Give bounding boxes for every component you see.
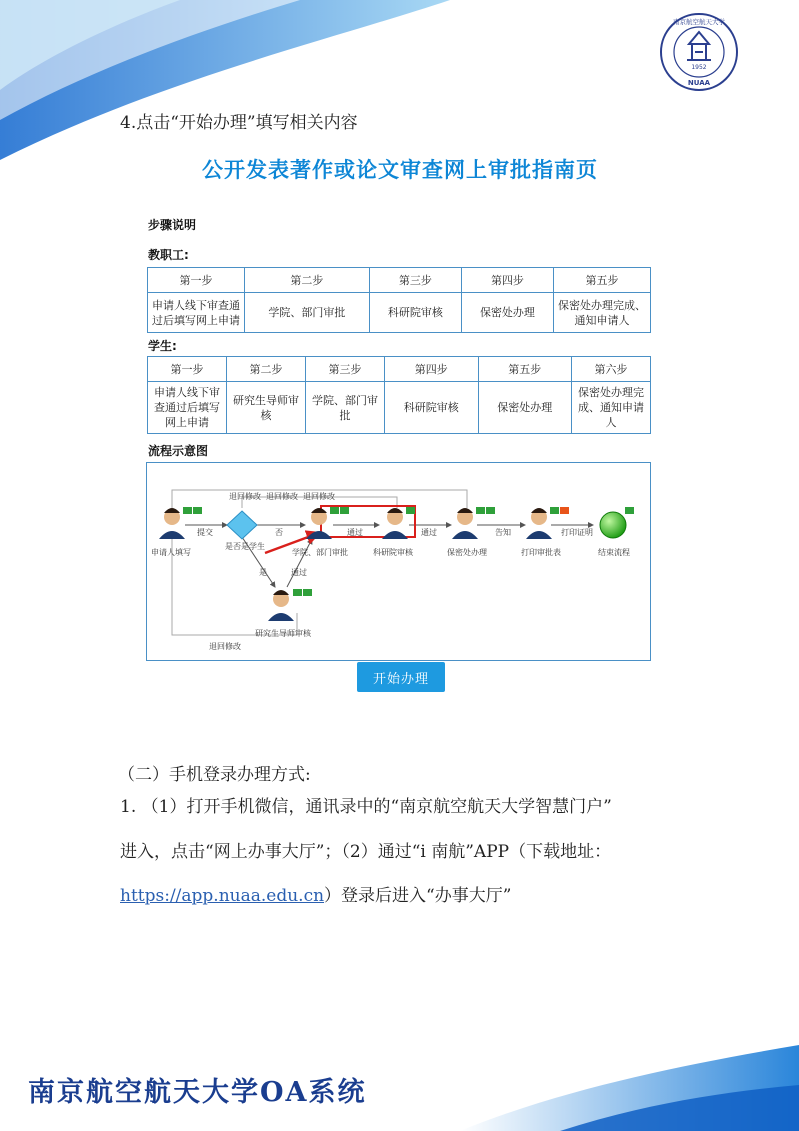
student-label: 学生: [148,339,177,353]
flow-label: 流程示意图 [148,444,209,458]
paragraph-line: 1. （1）打开手机微信，通讯录中的“南京航空航天大学智慧门户” [120,797,612,817]
student-cell: 科研院审核 [385,382,479,434]
steps-label: 步骤说明 [148,218,197,232]
portal-screenshot [136,140,664,700]
node-label: 学院、部门审批 [292,548,348,557]
edge-label: 退回修改 [229,492,261,501]
nuaa-logo [659,12,739,92]
staff-cell: 科研院审核 [369,293,461,333]
edge-label: 退回修改 [266,492,298,501]
paragraph-line [120,874,700,919]
svg-text:NUAA: NUAA [687,79,711,87]
node-label: 申请人填写 [151,548,191,557]
staff-header: 第四步 [461,268,553,293]
staff-header: 第一步 [148,268,245,293]
portal-title: 公开发表著作或论文审查网上审批指南页 [202,158,598,182]
student-cell: 申请人线下审查通过后填写网上申请 [148,382,227,434]
paragraph-text: ）登录后进入“办事大厅” [324,886,512,906]
paragraph-line: 进入，点击“网上办事大厅”；（2）通过“i 南航”APP（下载地址： [120,842,612,862]
staff-cell: 学院、部门审批 [245,293,370,333]
node-label: 科研院审核 [373,548,413,557]
staff-cell: 申请人线下审查通过后填写网上申请 [148,293,245,333]
node-label: 是否是学生 [225,542,265,551]
node-label: 结束流程 [598,548,630,557]
edge-label: 打印证明 [561,528,593,537]
user-icon [452,507,495,539]
user-icon [306,507,349,539]
staff-cell: 保密处办理 [461,293,553,333]
edge-label: 通过 [347,528,363,537]
edge-label: 告知 [495,528,511,537]
student-cell: 保密处办理 [478,382,572,434]
start-handling-button[interactable]: 开始办理 [357,662,445,692]
decision-diamond [227,511,257,539]
student-header: 第六步 [572,357,651,382]
student-header: 第一步 [148,357,227,382]
end-node-icon [600,512,626,538]
edge-label: 是 [259,568,267,577]
student-cell: 研究生导师审核 [227,382,306,434]
edge-label: 退回修改 [303,492,335,501]
staff-header: 第三步 [369,268,461,293]
flow-diagram [146,462,651,661]
staff-steps-table [147,267,651,333]
edge-label: 否 [275,528,283,537]
section2-heading: （二）手机登录办理方式: [118,765,311,785]
svg-text:南京航空航天大学: 南京航空航天大学 [673,18,725,26]
node-label: 研究生导师审核 [255,629,311,638]
student-steps-table [147,356,651,434]
staff-label: 教职工: [148,248,189,262]
student-header: 第二步 [227,357,306,382]
student-cell: 学院、部门审批 [306,382,385,434]
node-label: 打印审批表 [521,548,561,557]
edge-label: 通过 [421,528,437,537]
node-label: 保密处办理 [447,548,487,557]
svg-text:1952: 1952 [691,64,707,71]
user-icon [382,507,415,539]
student-header: 第三步 [306,357,385,382]
user-icon [159,507,202,539]
student-header: 第五步 [478,357,572,382]
edge-label: 提交 [197,528,213,537]
edge-label: 退回修改 [209,642,241,651]
student-header: 第四步 [385,357,479,382]
app-download-link[interactable]: https://app.nuaa.edu.cn [120,886,325,906]
step-heading: 4.点击“开始办理”填写相关内容 [120,113,358,133]
student-cell: 保密处办理完成、通知申请人 [572,382,651,434]
footer-title: 南京航空航天大学OA系统 [28,1077,367,1108]
user-icon [268,589,312,621]
edge-label: 通过 [291,568,307,577]
staff-header: 第二步 [245,268,370,293]
staff-cell: 保密处办理完成、通知申请人 [554,293,651,333]
staff-header: 第五步 [554,268,651,293]
